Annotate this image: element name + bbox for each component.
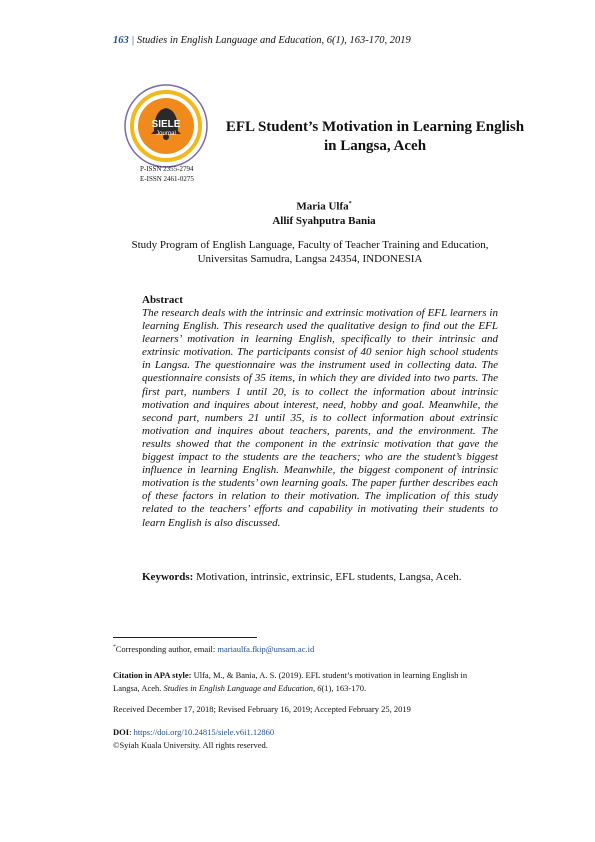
author-second: Allif Syahputra Bania (272, 214, 376, 227)
keywords (142, 571, 522, 583)
running-head (113, 35, 411, 46)
citation (113, 669, 485, 695)
received-dates: Received December 17, 2018; Revised February 16, 2019; Accepted February 25, 2019 (113, 704, 411, 714)
abstract-heading: Abstract (142, 294, 183, 306)
paper-title: EFL Student’s Motivation in Learning English in Langsa, Aceh (225, 119, 525, 154)
issn-block (140, 164, 194, 184)
logo-sub: Journal (156, 131, 176, 137)
doi-sep: : (129, 727, 134, 737)
citation-text: Ulfa, M., & Bania, A. S. (2019). EFL student’s motivation in learning English in Langsa, Aceh. (113, 670, 468, 693)
running-head-separator: | (131, 35, 135, 46)
journal-citation: Studies in English Language and Education, 6(1), 163-170, 2019 (136, 35, 411, 46)
footnote-label: Corresponding author, email: (115, 644, 218, 654)
issn-print: P-ISSN 2355-2794 (140, 165, 194, 173)
doi-link[interactable]: https://doi.org/10.24815/siele.v6i1.12860 (133, 727, 275, 737)
copyright: ©Syiah Kuala University. All rights reserved. (113, 740, 268, 750)
corresponding-mark: * (348, 201, 352, 207)
journal-logo (124, 84, 208, 168)
citation-journal: Studies in English Language and Education, 6 (163, 683, 322, 693)
footnote (113, 644, 314, 654)
keywords-label: Keywords: (142, 571, 194, 583)
author-first (200, 197, 448, 214)
affiliation: Study Program of English Language, Faculty of Teacher Training and Education, Universitas Samudra, Langsa 24354, INDONESIA (131, 239, 489, 265)
doi (113, 727, 274, 737)
page-number: 163 (113, 35, 129, 46)
issn-electronic: E-ISSN 2461-0275 (140, 175, 194, 183)
logo-name: SIELE (151, 119, 181, 130)
doi-label: DOI (113, 727, 130, 737)
authors (200, 197, 448, 228)
corresponding-email-link[interactable]: mariaulfa.fkip@unsam.ac.id (217, 644, 315, 654)
abstract-body: The research deals with the intrinsic and extrinsic motivation of EFL learners in learning English. This research used the qualitative design to find out the EFL learners’ motivation in learning English, specifically to their intrinsic and extrinsic motivation. The participants consist of 40 senior high school students in Langsa. The questionnaire was the instrument used in collecting data. The questionnaire consists of 35 items, in which they are divided into two parts. The first part, numbers 1 until 20, is to collect the information about intrinsic motivation and inquires about interest, need, hobby and goal. Meanwhile, the second part, numbers 21 until 35, is to collect information about extrinsic motivation and inquires about teachers, parents, and the environment. The results showed that the component in the extrinsic motivation that gave the biggest impact to the students are the teachers; who are the student’s biggest influence in learning English. Meanwhile, the biggest component of intrinsic motivation is the students’ own learning goals. The paper further describes each of these factors in relation to their motivation. The implication of this study related to the teachers’ efforts and capability in motivating their students to learn English is also discussed. (142, 307, 498, 529)
citation-issue: (1), 163-170. (321, 683, 367, 693)
footnote-mark: * (113, 644, 116, 651)
footnote-divider (113, 637, 257, 638)
author-first-name: Maria Ulfa (296, 200, 349, 213)
keywords-text: Motivation, intrinsic, extrinsic, EFL students, Langsa, Aceh. (196, 571, 462, 583)
citation-label: Citation in APA style: (113, 670, 192, 680)
